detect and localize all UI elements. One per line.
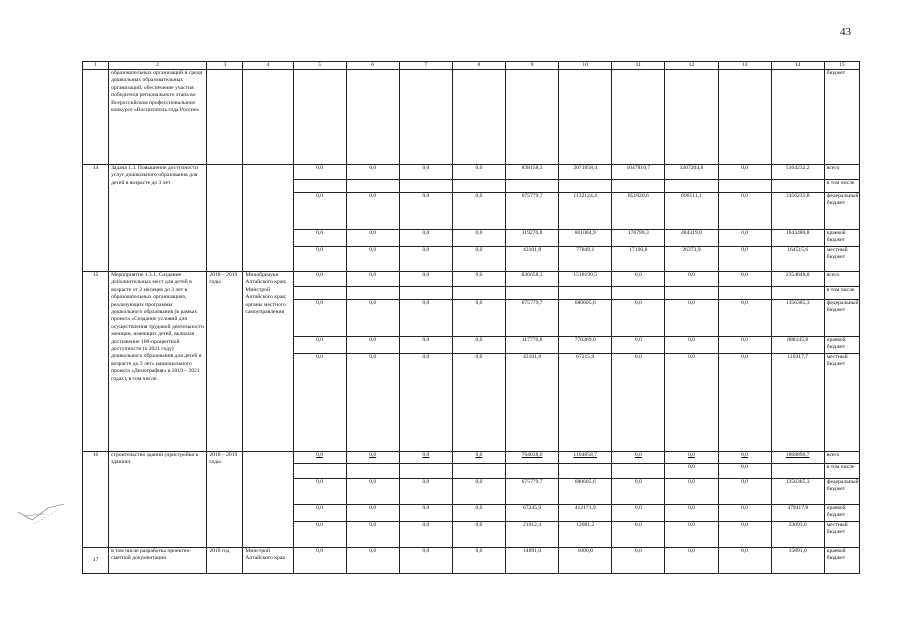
cell-value: 2354848,8: [771, 272, 824, 287]
cell-value: 412171,9: [559, 505, 612, 522]
cell-value: 0,0: [399, 247, 452, 272]
cell-value: 0,0: [718, 452, 771, 464]
cell-value: 0,0: [346, 272, 399, 287]
cell-value: 680605,6: [559, 300, 612, 337]
budget-type: краевой бюджет: [824, 337, 859, 354]
cell-value: 1518190,5: [559, 272, 612, 287]
cell-value: 0,0: [612, 300, 665, 337]
cell-value: 851820,6: [612, 193, 665, 230]
cell-value: 1000,0: [559, 548, 612, 574]
col-header: 12: [665, 62, 718, 70]
row-number: 17: [83, 548, 109, 574]
budget-type: всего: [824, 272, 859, 287]
cell-value: 0,0: [346, 247, 399, 272]
cell-value: 3356235,8: [771, 193, 824, 230]
cell-value: 0,0: [612, 354, 665, 452]
budget-type: в том числе: [824, 287, 859, 300]
row-description: в том числе разработка проектно-сметной документации: [109, 548, 207, 574]
cell-value: 0,0: [399, 548, 452, 574]
cell-value: 0,0: [452, 193, 505, 230]
cell-value: 0,0: [665, 354, 718, 452]
cell-value: 43101,8: [506, 247, 559, 272]
budget-type: федеральный бюджет: [824, 193, 859, 230]
row-executor: Минстрой Алтайского края: [243, 548, 293, 574]
col-header: 4: [243, 62, 293, 70]
row-years: 2018 год: [207, 548, 243, 574]
cell-value: 0,0: [665, 272, 718, 287]
cell-value: 26373,9: [665, 247, 718, 272]
cell-value: 0,0: [399, 337, 452, 354]
cell-value: 0,0: [293, 272, 346, 287]
table-row: [83, 70, 860, 165]
cell-value: 0,0: [346, 354, 399, 452]
page-number: 43: [840, 26, 851, 38]
table-row: [83, 548, 860, 574]
row-number: 16: [83, 452, 109, 548]
cell-value: 0,0: [346, 548, 399, 574]
cell-value: 1356385,3: [771, 479, 824, 505]
col-header: 6: [346, 62, 399, 70]
cell-value: 888145,8: [771, 337, 824, 354]
row-number: 14: [83, 165, 109, 272]
cell-value: 680605,6: [559, 479, 612, 505]
cell-value: 836658,3: [506, 272, 559, 287]
cell-value: 117776,8: [506, 337, 559, 354]
budget-type: в том числе: [824, 464, 859, 479]
cell-value: 0,0: [293, 230, 346, 247]
cell-value: 0,0: [399, 272, 452, 287]
cell-value: 21012,4: [506, 522, 559, 548]
cell-value: 0,0: [293, 165, 346, 180]
cell-value: 0,0: [399, 479, 452, 505]
cell-value: 119276,8: [506, 230, 559, 247]
col-header: 1: [83, 62, 109, 70]
cell-value: 0,0: [346, 165, 399, 180]
cell-value: 675779,7: [506, 300, 559, 337]
cell-value: 1104858,7: [559, 452, 612, 464]
cell-value: 0,0: [718, 337, 771, 354]
cell-value: 484319,8: [665, 230, 718, 247]
row-description: Мероприятие 1.3.1. Создание дополнительных мест для детей в возрасте от 2 месяцев до 3 лет в образовательных организациях, реализующих программы дошкольного образования (в рамках проекта «Создание условий для осуществления трудовой деятельности женщин, имеющих детей, включая достижение 100-процентной доступности (к 2021 году) дошкольного образования для детей в возрасте до 3 лет» национального проекта «Демография» в 2019 – 2021 годах), в том числе:: [109, 272, 207, 452]
cell-value: 0,0: [399, 354, 452, 452]
cell-value: 1868896,7: [771, 452, 824, 464]
cell-value: 0,0: [718, 272, 771, 287]
cell-value: 0,0: [452, 548, 505, 574]
cell-value: 0,0: [399, 522, 452, 548]
cell-value: 0,0: [293, 354, 346, 452]
cell-value: 0,0: [293, 479, 346, 505]
col-header: 15: [824, 62, 859, 70]
cell-value: 0,0: [452, 337, 505, 354]
row-executor: Минобрнауки Алтайского края; Минстрой Алтайского края; органы местного самоуправления: [243, 272, 293, 452]
cell-value: 675779,7: [506, 479, 559, 505]
cell-value: 0,0: [452, 452, 505, 464]
budget-type: всего: [824, 452, 859, 464]
cell-value: 0,0: [293, 193, 346, 230]
cell-value: 764038,0: [506, 452, 559, 464]
cell-value: 0,0: [293, 452, 346, 464]
col-header: 14: [771, 62, 824, 70]
cell-value: 77849,1: [559, 247, 612, 272]
budget-type: краевой бюджет: [824, 548, 859, 574]
cell-value: 0,0: [399, 452, 452, 464]
row-number: 15: [83, 272, 109, 452]
cell-value: 0,0: [293, 300, 346, 337]
cell-value: 0,0: [346, 230, 399, 247]
budget-type: федеральный бюджет: [824, 300, 859, 337]
col-header: 13: [718, 62, 771, 70]
cell-value: 0,0: [718, 193, 771, 230]
budget-type: федеральный бюджет: [824, 479, 859, 505]
cell-value: 770369,0: [559, 337, 612, 354]
cell-value: 0,0: [293, 505, 346, 522]
cell-value: 110317,7: [771, 354, 824, 452]
cell-value: 0,0: [612, 505, 665, 522]
budget-type: всего: [824, 165, 859, 180]
cell-value: 0,0: [718, 165, 771, 180]
cell-value: 0,0: [612, 337, 665, 354]
cell-value: 675779,7: [506, 193, 559, 230]
cell-value: 0,0: [399, 193, 452, 230]
budget-type: краевой бюджет: [824, 505, 859, 522]
cell-value: 838158,3: [506, 165, 559, 180]
budget-type: в том числе: [824, 180, 859, 193]
cell-value: 0,0: [665, 505, 718, 522]
cell-value: 696511,1: [665, 193, 718, 230]
cell-value: 0,0: [612, 522, 665, 548]
table-row: [83, 452, 860, 464]
cell-value: 0,0: [452, 165, 505, 180]
cell-value: 0,0: [399, 165, 452, 180]
cell-value: 0,0: [346, 300, 399, 337]
cell-value: 178799,3: [612, 230, 665, 247]
cell-value: 15891,0: [771, 548, 824, 574]
cell-value: 479417,8: [771, 505, 824, 522]
cell-value: 0,0: [665, 337, 718, 354]
cell-value: 861084,9: [559, 230, 612, 247]
col-header: 3: [207, 62, 243, 70]
cell-value: 0,0: [718, 548, 771, 574]
cell-value: 1207204,8: [665, 165, 718, 180]
cell-value: 0,0: [452, 354, 505, 452]
row-years: 2018 – 2019 годы: [207, 452, 243, 548]
cell-value: 0,0: [718, 247, 771, 272]
cell-value: 0,0: [346, 479, 399, 505]
cell-value: 0,0: [612, 548, 665, 574]
cell-value: 1356385,3: [771, 300, 824, 337]
cell-value: 0,0: [346, 337, 399, 354]
col-header: 2: [109, 62, 207, 70]
cell-value: 0,0: [612, 479, 665, 505]
cell-value: 0,0: [452, 479, 505, 505]
cell-value: 0,0: [452, 230, 505, 247]
cell-value: 12081,2: [559, 522, 612, 548]
col-header: 7: [399, 62, 452, 70]
cell-value: 0,0: [718, 230, 771, 247]
cell-value: 0,0: [452, 300, 505, 337]
col-header: 11: [612, 62, 665, 70]
cell-value: 0,0: [399, 230, 452, 247]
cell-value: 0,0: [293, 548, 346, 574]
cell-value: 17190,8: [612, 247, 665, 272]
cell-value: 0,0: [665, 452, 718, 464]
cell-value: 0,0: [399, 300, 452, 337]
cell-value: 0,0: [718, 464, 771, 479]
cell-value: 0,0: [399, 505, 452, 522]
cell-value: 0,0: [718, 300, 771, 337]
budget-table: [82, 61, 860, 574]
table-row: [83, 272, 860, 287]
cell-value: 0,0: [718, 505, 771, 522]
cell-value: 0,0: [346, 193, 399, 230]
budget-type: краевой бюджет: [824, 230, 859, 247]
cell-value: 0,0: [293, 337, 346, 354]
cell-value: 0,0: [665, 464, 718, 479]
cell-value: 0,0: [452, 505, 505, 522]
col-header: 9: [506, 62, 559, 70]
budget-type: местный бюджет: [824, 247, 859, 272]
cell-value: 0,0: [346, 522, 399, 548]
cell-value: 1047810,7: [612, 165, 665, 180]
cell-value: 0,0: [293, 247, 346, 272]
cell-value: 0,0: [293, 522, 346, 548]
col-header: 10: [559, 62, 612, 70]
col-header: 5: [293, 62, 346, 70]
row-description: Задача 1.3. Повышение доступности услуг дошкольного образования для детей в возрасте до 3 лет: [109, 165, 207, 272]
cell-value: 0,0: [452, 247, 505, 272]
cell-value: 5164232,2: [771, 165, 824, 180]
cell-value: 0,0: [452, 272, 505, 287]
col-header: 8: [452, 62, 505, 70]
row-description: строительство зданий (пристройки к зданию): [109, 452, 207, 548]
cell-value: 0,0: [346, 505, 399, 522]
pen-marks: [14, 490, 74, 530]
cell-value: 2071058,4: [559, 165, 612, 180]
cell-value: 33093,6: [771, 522, 824, 548]
budget-type: местный бюджет: [824, 354, 859, 452]
cell-value: 0,0: [452, 522, 505, 548]
cell-value: 0,0: [665, 548, 718, 574]
cell-value: 0,0: [718, 354, 771, 452]
cell-value: 1132124,4: [559, 193, 612, 230]
table-row: [83, 165, 860, 180]
cell-value: 14891,0: [506, 548, 559, 574]
cell-value: 0,0: [718, 479, 771, 505]
cell-value: 0,0: [665, 522, 718, 548]
cell-value: 0,0: [612, 272, 665, 287]
cell-value: 0,0: [665, 479, 718, 505]
cell-value: 43101,8: [506, 354, 559, 452]
cell-value: 1643480,8: [771, 230, 824, 247]
budget-type: бюджет: [824, 70, 859, 165]
cell-value: 0,0: [612, 452, 665, 464]
cell-value: 67245,9: [506, 505, 559, 522]
row-years: 2018 – 2019 годы: [207, 272, 243, 452]
cell-value: 0,0: [346, 452, 399, 464]
row-description: образовательных организаций и среди дошкольных образовательных организаций, обеспечение участия победителя регионального этапа во Всероссийском профессиональном конкурсе «Воспитатель года России»: [109, 70, 207, 165]
budget-type: местный бюджет: [824, 522, 859, 548]
cell-value: 164515,6: [771, 247, 824, 272]
cell-value: 67215,9: [559, 354, 612, 452]
cell-value: 0,0: [718, 522, 771, 548]
cell-value: 0,0: [665, 300, 718, 337]
header-row: [83, 62, 860, 70]
